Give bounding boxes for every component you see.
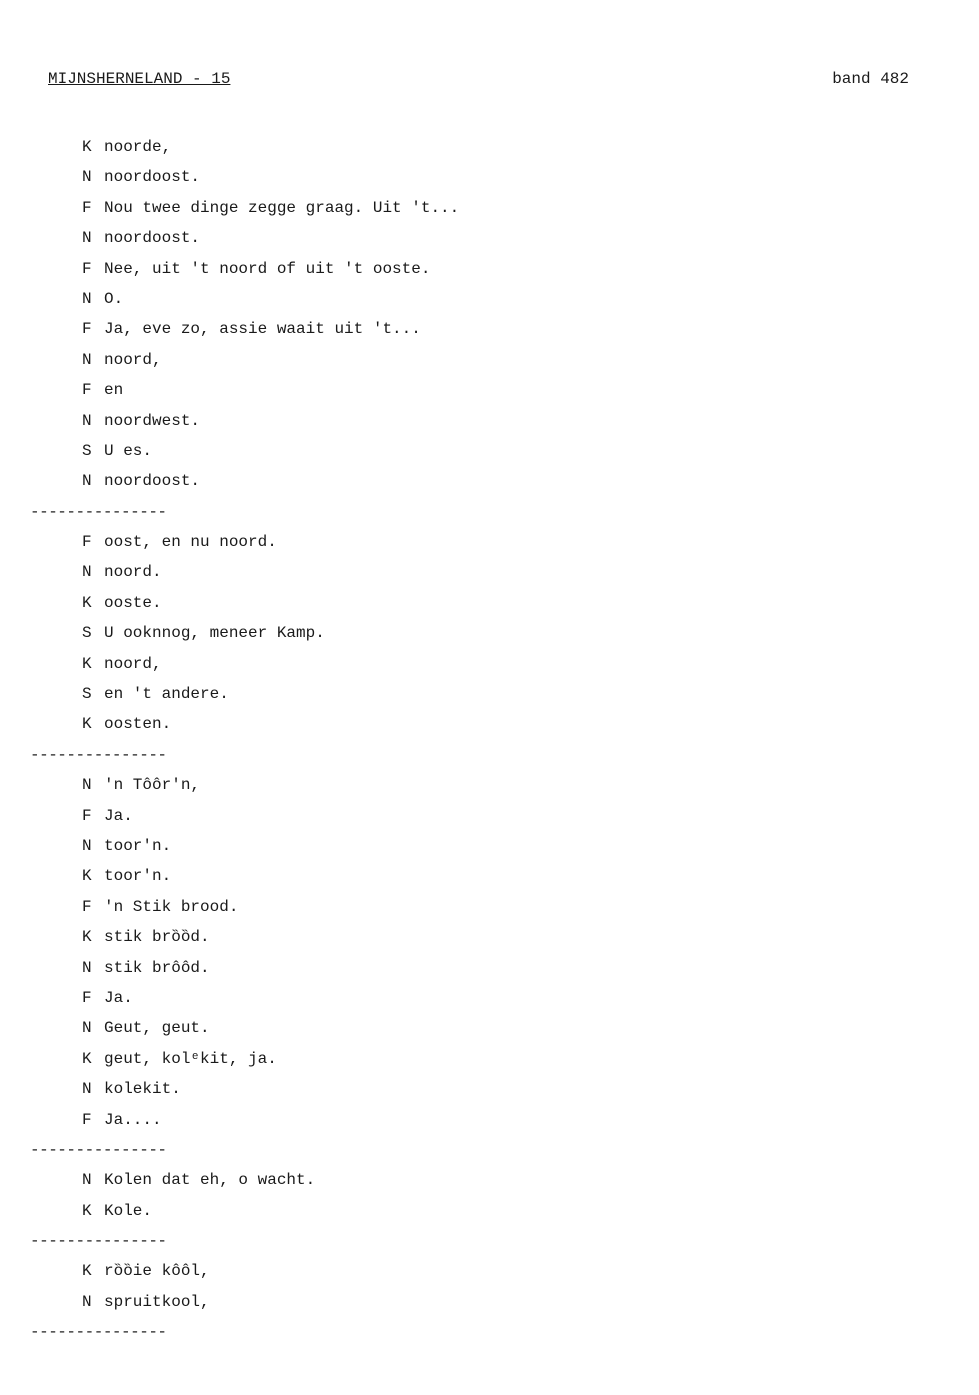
- tape-number: band 482: [832, 70, 909, 88]
- section-separator: ---------------: [30, 1323, 167, 1342]
- transcript-line: [0, 314, 979, 344]
- transcript-line: [0, 406, 979, 436]
- utterance-text: stik brôôd.: [104, 958, 210, 977]
- speaker-label: F: [82, 533, 92, 552]
- utterance-text: Ja.: [104, 988, 133, 1007]
- utterance-text: noordoost.: [104, 472, 201, 491]
- speaker-label: N: [82, 1171, 92, 1190]
- transcript-line: [0, 557, 979, 587]
- speaker-label: F: [82, 897, 92, 916]
- transcript-line: [0, 223, 979, 253]
- utterance-text: en 't andere.: [104, 685, 229, 704]
- transcript-line: [0, 466, 979, 496]
- utterance-text: noordwest.: [104, 411, 201, 430]
- utterance-text: U es.: [104, 441, 153, 460]
- speaker-label: N: [82, 289, 92, 308]
- utterance-text: rȍȍie kôôl,: [104, 1262, 210, 1281]
- utterance-text: noord,: [104, 654, 162, 673]
- speaker-label: F: [82, 381, 92, 400]
- transcript-line: [0, 770, 979, 800]
- speaker-label: K: [82, 928, 92, 947]
- utterance-text: oost, en nu noord.: [104, 533, 277, 552]
- transcript-line: [0, 193, 979, 223]
- utterance-text: geut, kolᵉkit, ja.: [104, 1049, 277, 1068]
- transcript-line: [0, 132, 979, 162]
- speaker-label: F: [82, 259, 92, 278]
- utterance-text: oosten.: [104, 715, 172, 734]
- transcript-line: [0, 618, 979, 648]
- utterance-text: ooste.: [104, 593, 162, 612]
- transcript-line: [0, 345, 979, 375]
- speaker-label: F: [82, 806, 92, 825]
- speaker-label: F: [82, 988, 92, 1007]
- page-title: MIJNSHERNELAND - 15: [48, 70, 231, 88]
- transcript-line: [0, 679, 979, 709]
- utterance-text: noorde,: [104, 138, 172, 156]
- utterance-text: O.: [104, 289, 124, 308]
- utterance-text: Ja....: [104, 1110, 162, 1129]
- transcript-line: [0, 1044, 979, 1074]
- speaker-label: N: [82, 1292, 92, 1311]
- transcript-line: [0, 1074, 979, 1104]
- utterance-text: U ooknnog, meneer Kamp.: [104, 624, 325, 643]
- section-separator: ---------------: [30, 1232, 167, 1251]
- transcript-line: [0, 588, 979, 618]
- speaker-label: N: [82, 350, 92, 369]
- speaker-label: K: [82, 138, 92, 156]
- speaker-label: N: [82, 472, 92, 491]
- utterance-text: Ja.: [104, 806, 133, 825]
- transcript-line: [0, 436, 979, 466]
- utterance-text: en: [104, 381, 124, 400]
- section-separator: ---------------: [30, 502, 167, 521]
- speaker-label: N: [82, 1019, 92, 1038]
- transcript-line: [0, 953, 979, 983]
- utterance-text: noordoost.: [104, 229, 201, 248]
- transcript-line: [0, 709, 979, 739]
- transcript-line: [0, 922, 979, 952]
- speaker-label: K: [82, 1201, 92, 1220]
- speaker-label: F: [82, 198, 92, 217]
- transcript-line: [0, 1196, 979, 1226]
- utterance-text: noord,: [104, 350, 162, 369]
- transcript-line: [0, 1013, 979, 1043]
- utterance-text: toor'n.: [104, 836, 172, 855]
- utterance-text: 'n Stik brood.: [104, 897, 239, 916]
- speaker-label: N: [82, 563, 92, 582]
- utterance-text: toor'n.: [104, 867, 172, 886]
- utterance-text: spruitkool,: [104, 1292, 210, 1311]
- utterance-text: 'n Tôôr'n,: [104, 776, 201, 795]
- speaker-label: N: [82, 776, 92, 795]
- transcript-line: [0, 254, 979, 284]
- utterance-text: noord.: [104, 563, 162, 582]
- speaker-label: N: [82, 229, 92, 248]
- speaker-label: S: [82, 624, 92, 643]
- utterance-text: Kole.: [104, 1201, 153, 1220]
- speaker-label: K: [82, 1262, 92, 1281]
- utterance-text: kolekit.: [104, 1080, 181, 1099]
- transcript-line: [0, 983, 979, 1013]
- transcript-line: [0, 1165, 979, 1195]
- utterance-text: Kolen dat eh, o wacht.: [104, 1171, 316, 1190]
- speaker-label: F: [82, 320, 92, 339]
- speaker-label: K: [82, 654, 92, 673]
- speaker-label: N: [82, 168, 92, 187]
- section-separator: ---------------: [30, 1140, 167, 1159]
- speaker-label: N: [82, 958, 92, 977]
- transcript-line: [0, 1256, 979, 1286]
- transcript-line: [0, 801, 979, 831]
- transcript-line: [0, 831, 979, 861]
- speaker-label: S: [82, 685, 92, 704]
- speaker-label: S: [82, 441, 92, 460]
- transcript: [0, 132, 979, 1348]
- speaker-label: K: [82, 867, 92, 886]
- speaker-label: K: [82, 593, 92, 612]
- utterance-text: stik brȍȍd.: [104, 928, 210, 947]
- utterance-text: Nou twee dinge zegge graag. Uit 't...: [104, 198, 460, 217]
- utterance-text: Geut, geut.: [104, 1019, 210, 1038]
- transcript-line: [0, 649, 979, 679]
- speaker-label: F: [82, 1110, 92, 1129]
- utterance-text: Ja, eve zo, assie waait uit 't...: [104, 320, 421, 339]
- speaker-label: N: [82, 1080, 92, 1099]
- transcript-line: [0, 892, 979, 922]
- speaker-label: K: [82, 715, 92, 734]
- utterance-text: noordoost.: [104, 168, 201, 187]
- transcript-line: [0, 1287, 979, 1317]
- utterance-text: Nee, uit 't noord of uit 't ooste.: [104, 259, 431, 278]
- section-separator: ---------------: [30, 745, 167, 764]
- transcript-line: [0, 162, 979, 192]
- speaker-label: N: [82, 836, 92, 855]
- transcript-line: [0, 284, 979, 314]
- speaker-label: N: [82, 411, 92, 430]
- transcript-line: [0, 1105, 979, 1135]
- speaker-label: K: [82, 1049, 92, 1068]
- transcript-line: [0, 861, 979, 891]
- transcript-line: [0, 527, 979, 557]
- transcript-line: [0, 375, 979, 405]
